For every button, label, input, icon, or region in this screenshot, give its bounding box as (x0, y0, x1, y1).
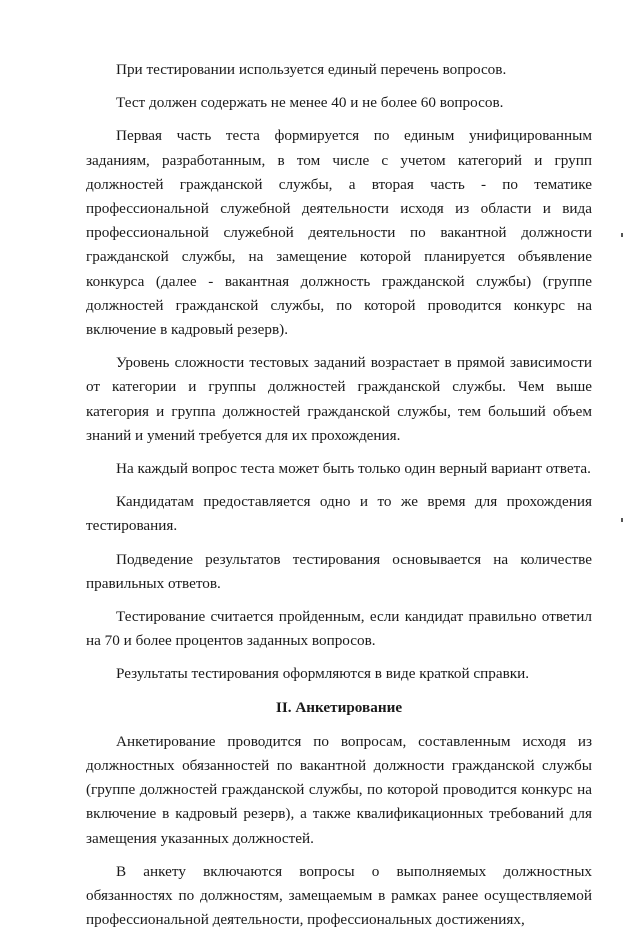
paragraph-3: Первая часть теста формируется по единым унифицированным заданиям, разработанным, в том числе с учетом категорий и групп должностей гражданской службы, а вторая часть - по тематике профессиональной служебной деятельности исходя из области и вида профессиональной служебной деятельности по вакантной должности гражданской службы, на замещение которой планируется объявление конкурса (далее - вакантная должность гражданской службы) (группе должностей гражданской службы, по которой проводится конкурс на включение в кадровый резерв). (86, 127, 592, 339)
paragraph-7: Подведение результатов тестирования основывается на количестве правильных ответов. (86, 550, 592, 592)
scan-speck (621, 233, 623, 237)
paragraph-1: При тестировании используется единый перечень вопросов. (116, 61, 507, 78)
document-page (86, 58, 592, 942)
paragraph-6: Кандидатам предоставляется одно и то же время для прохождения тестирования. (86, 493, 592, 535)
paragraph-9: Результаты тестирования оформляются в виде краткой справки. (116, 665, 530, 683)
paragraph-11: В анкету включаются вопросы о выполняемых должностных обязанностях по должностям, замещаемым в рамках ранее осуществляемой профессиональной деятельности, профессиональных достижениях, (86, 862, 592, 929)
paragraph-2: Тест должен содержать не менее 40 и не более 60 вопросов. (116, 94, 504, 112)
paragraph-4: Уровень сложности тестовых заданий возрастает в прямой зависимости от категории и группы должностей гражданской службы. Чем выше категория и группа должностей гражданской службы, тем больший объем знаний и умений требуется для их прохождения. (86, 354, 592, 444)
scan-speck (621, 518, 623, 522)
section-heading: II. Анкетирование (275, 698, 403, 716)
paragraph-10: Анкетирование проводится по вопросам, составленным исходя из должностных обязанностей по вакантной должности гражданской службы (группе должностей гражданской службы, по которой проводится конкурс на включение в кадровый резерв), а также квалификационных требований для замещения указанных должностей. (86, 732, 592, 847)
paragraph-8: Тестирование считается пройденным, если кандидат правильно ответил на 70 и более процентов заданных вопросов. (86, 608, 592, 650)
paragraph-5: На каждый вопрос теста может быть только один верный вариант ответа. (116, 460, 591, 478)
